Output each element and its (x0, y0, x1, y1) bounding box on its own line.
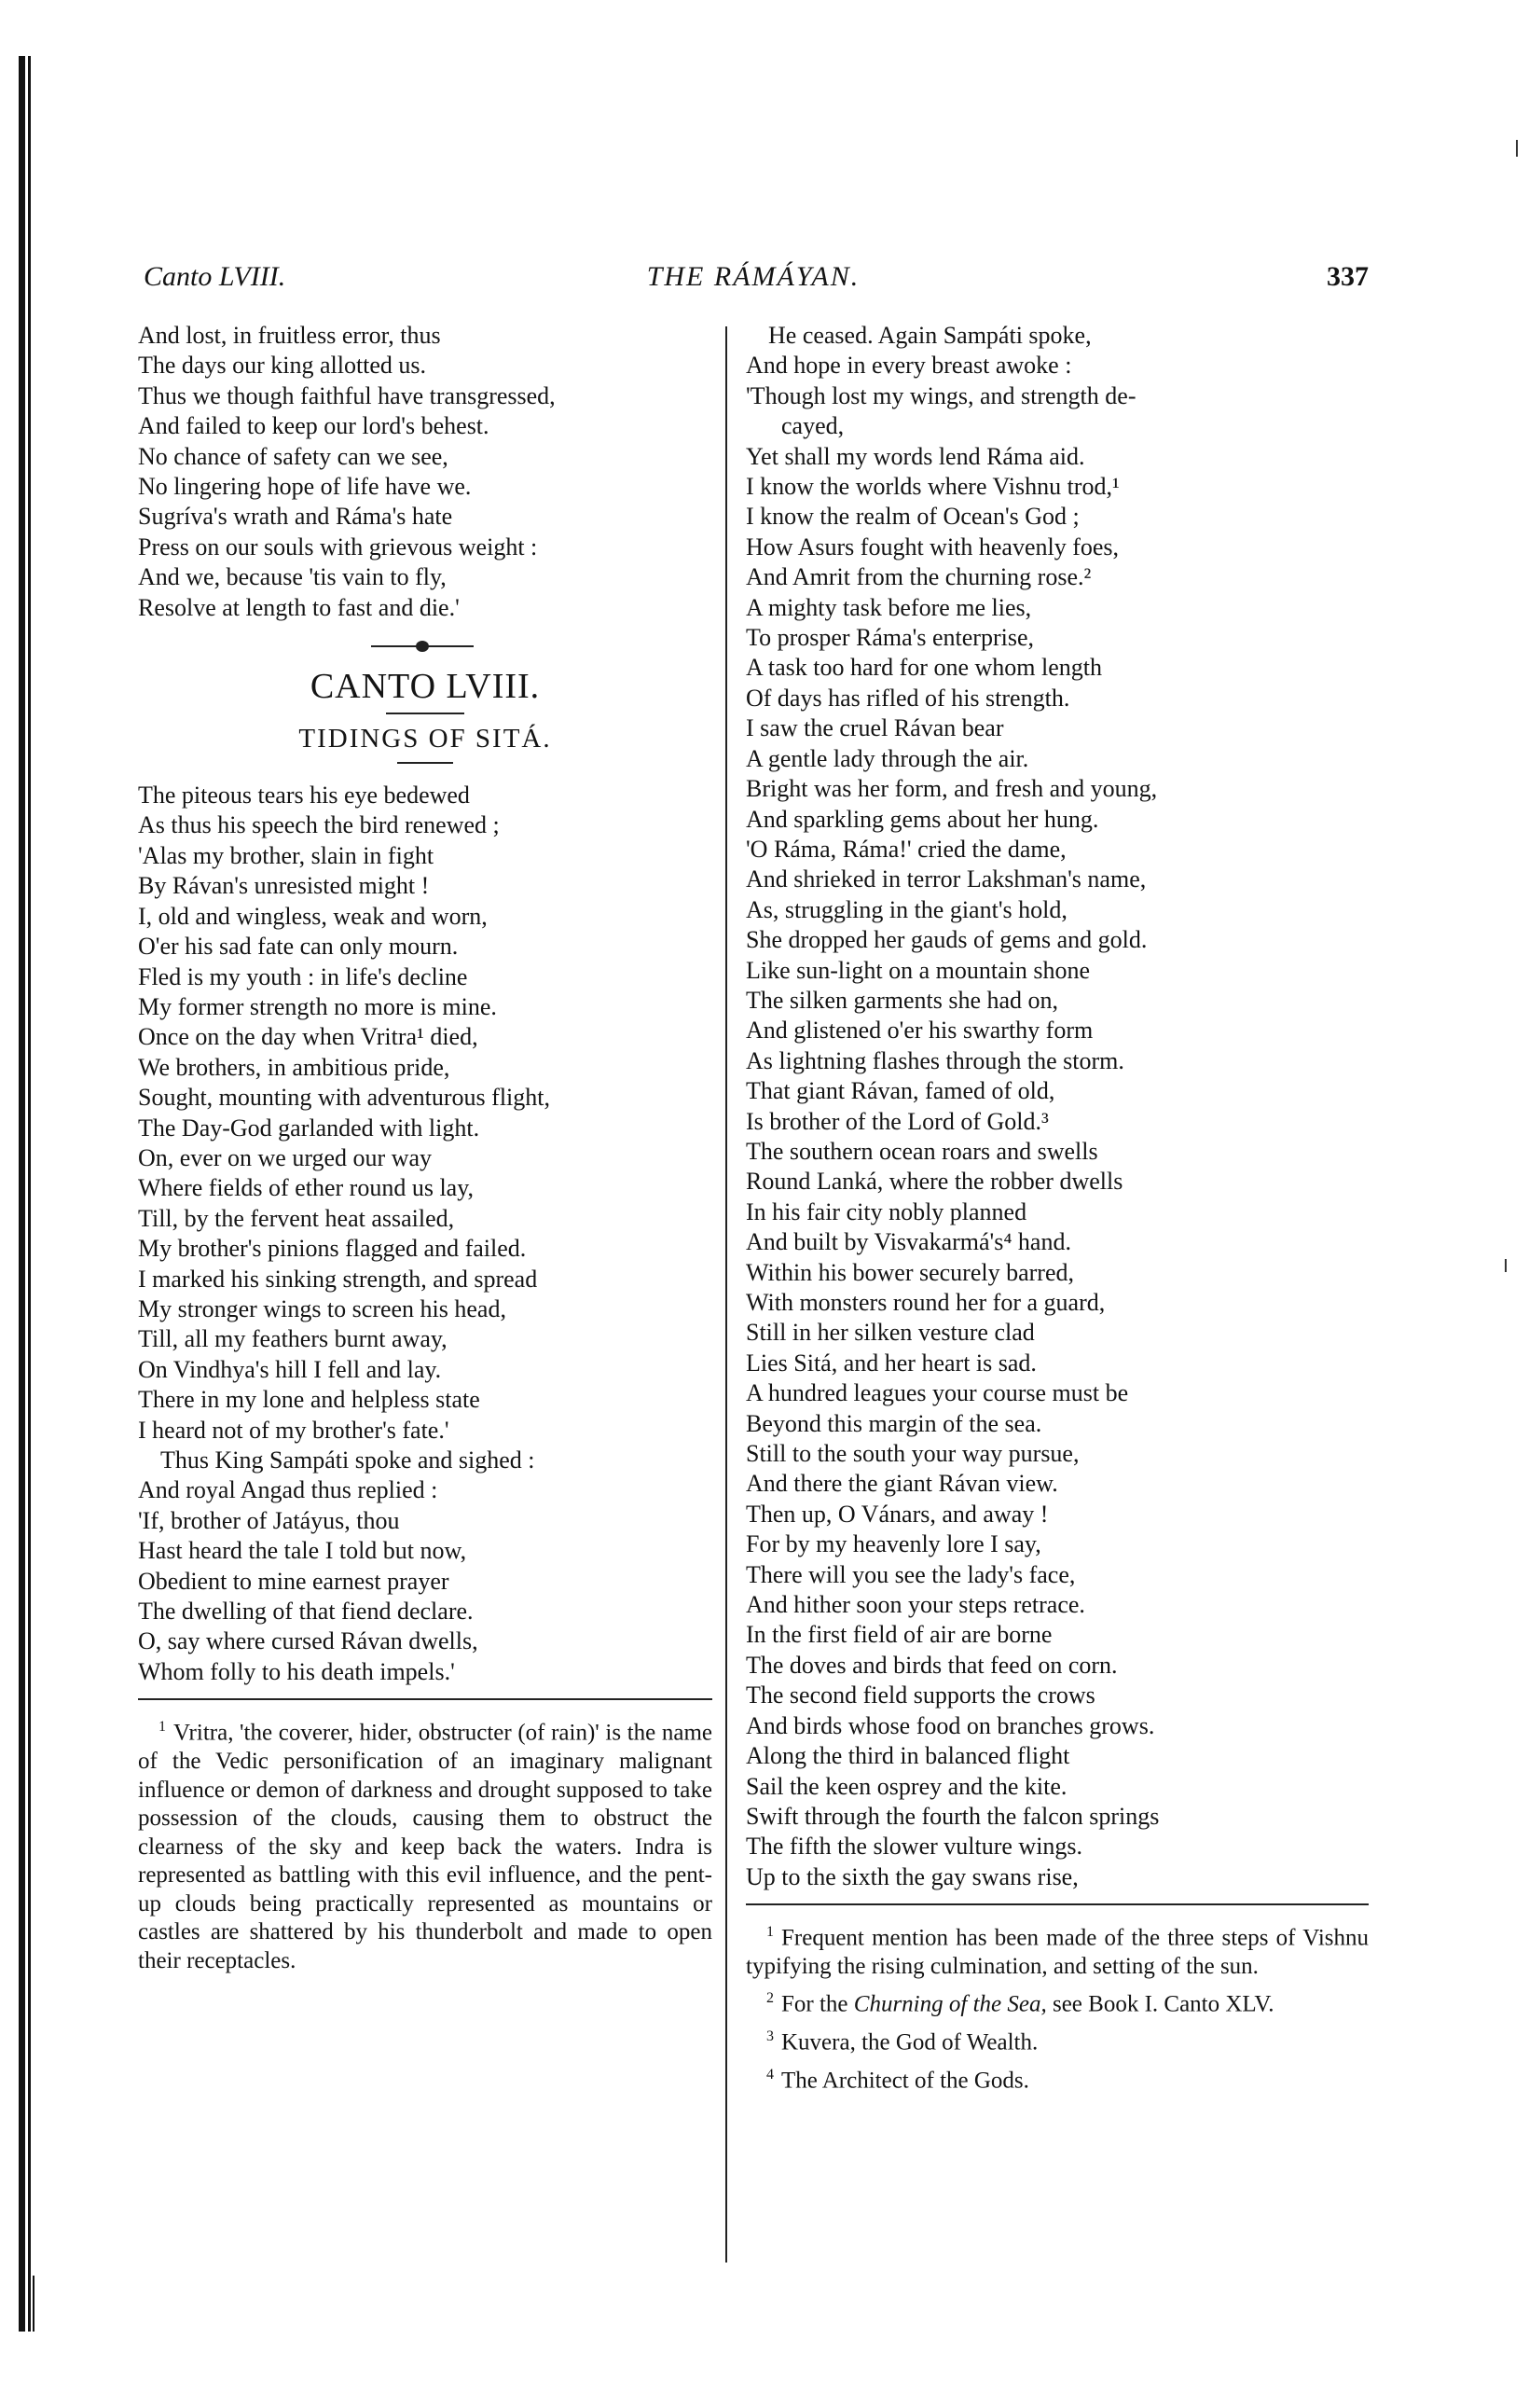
verse-line: A hundred leagues your course must be (746, 1379, 1129, 1407)
verse-line: A task too hard for one whom length (746, 654, 1102, 682)
footnote-cited-title: Churning of the Sea, (853, 1991, 1047, 2017)
verse-line: The days our king allotted us. (138, 352, 427, 380)
page-number: 337 (1327, 261, 1369, 292)
footnote-text: The Architect of the Gods. (781, 2068, 1029, 2094)
footnote-text: Frequent mention has been made of the three steps of Vishnu typifying the rising culmination, and setting of the sun. (746, 1925, 1369, 1979)
footnote (746, 2061, 1369, 2096)
verse-line: How Asurs fought with heavenly foes, (746, 533, 1120, 560)
footnote-rule (746, 1903, 1369, 1905)
footnote-rule (138, 1698, 712, 1700)
verse-line: Sail the keen osprey and the kite. (746, 1772, 1068, 1800)
verse-line: By Rávan's unresisted might ! (138, 872, 430, 900)
verse-line: Press on our souls with grievous weight : (138, 533, 538, 560)
verse-line: And hither soon your steps retrace. (746, 1591, 1085, 1619)
verse-line: There in my lone and helpless state (138, 1386, 480, 1414)
verse-line: My stronger wings to screen his head, (138, 1294, 506, 1322)
verse-line: Hast heard the tale I told but now, (138, 1537, 467, 1565)
verse-line: Of days has rifled of his strength. (746, 684, 1070, 712)
verse-line: Like sun-light on a mountain shone (746, 956, 1091, 984)
running-head (138, 252, 1369, 293)
book-spine-edge (19, 56, 35, 2332)
verse-line: As, struggling in the giant's hold, (746, 895, 1068, 923)
verse-line: And failed to keep our lord's behest. (138, 412, 489, 440)
footnote-text: Vritra, 'the coverer, hider, obstructer (of rain)' is the name of the Vedic personification of an imaginary malignant influence or demon of darkness and drought supposed to take possession of the clouds, causing them to obstruct the clearness of the sky and keep back the waters. Indra is represented as battling with this evil influence, and the pent-up clouds being practically represented as mountains or castles are shattered by his thunderbolt and made to open their receptacles. (138, 1720, 712, 1973)
verse-line: Sugríva's wrath and Ráma's hate (138, 503, 453, 531)
verse-line: Still in her silken vesture clad (746, 1319, 1035, 1347)
verse-line: Thus we though faithful have transgressed, (138, 381, 556, 409)
verse-line: A gentle lady through the air. (746, 744, 1029, 772)
verse-line: The Day-God garlanded with light. (138, 1114, 480, 1142)
verse-line: Still to the south your way pursue, (746, 1440, 1080, 1468)
verse-line: Is brother of the Lord of Gold.³ (746, 1107, 1049, 1135)
verse-line: Beyond this margin of the sea. (746, 1409, 1042, 1437)
verse-line: 'If, brother of Jatáyus, thou (138, 1506, 400, 1534)
verse-line: Thus King Sampáti spoke and sighed : (160, 1446, 535, 1474)
verse-top (138, 321, 712, 623)
canto-subtitle: TIDINGS OF SITÁ. (298, 724, 552, 754)
footnote-mark: 1 (158, 1719, 166, 1736)
canto-title: CANTO LVIII. (310, 667, 541, 707)
verse-line: I, old and wingless, weak and worn, (138, 902, 488, 930)
scan-mark (1505, 1259, 1507, 1272)
footnote-mark: 3 (766, 2028, 774, 2045)
verse-line: And Amrit from the churning rose.² (746, 563, 1092, 591)
section-ornament (138, 632, 712, 660)
verse-line: And there the giant Rávan view. (746, 1470, 1058, 1498)
verse-line: And shrieked in terror Lakshman's name, (746, 865, 1147, 893)
verse-line: Till, all my feathers burnt away, (138, 1325, 448, 1353)
left-column (138, 321, 712, 1979)
verse-line: Till, by the fervent heat assailed, (138, 1204, 455, 1232)
verse-line: There will you see the lady's face, (746, 1560, 1076, 1588)
verse-line: cayed, (781, 412, 845, 440)
verse-line: The silken garments she had on, (746, 986, 1059, 1014)
verse-line: I know the realm of Ocean's God ; (746, 503, 1080, 531)
verse-line: The piteous tears his eye bedewed (138, 782, 470, 810)
verse-line: Within his bower securely barred, (746, 1258, 1075, 1286)
verse-line: Swift through the fourth the falcon springs (746, 1802, 1160, 1830)
verse-line: As thus his speech the bird renewed ; (138, 811, 500, 839)
verse-line: Where fields of ether round us lay, (138, 1174, 475, 1202)
footnote (138, 1713, 712, 1975)
footnote-text: Kuvera, the God of Wealth. (781, 2029, 1039, 2055)
right-column (746, 321, 1369, 2099)
verse-line: And glistened o'er his swarthy form (746, 1017, 1094, 1045)
title-rule (386, 713, 464, 714)
verse-line: With monsters round her for a guard, (746, 1289, 1106, 1316)
verse-line: Then up, O Vánars, and away ! (746, 1500, 1049, 1528)
footnote-text-post: see Book I. Canto XLV. (1046, 1991, 1274, 2017)
verse-line: The doves and birds that feed on corn. (746, 1651, 1118, 1679)
verse-line: On, ever on we urged our way (138, 1143, 433, 1171)
verse-line: O, say where cursed Rávan dwells, (138, 1627, 478, 1655)
verse-line: That giant Rávan, famed of old, (746, 1077, 1055, 1105)
verse-line: And hope in every breast awoke : (746, 352, 1072, 380)
verse-line: The fifth the slower vulture wings. (746, 1833, 1083, 1861)
verse-line: The dwelling of that fiend declare. (138, 1598, 474, 1626)
subtitle-rule (397, 762, 453, 764)
verse-line: Lies Sitá, and her heart is sad. (746, 1349, 1037, 1377)
verse-line: And royal Angad thus replied : (138, 1476, 438, 1504)
verse-line: My brother's pinions flagged and failed. (138, 1235, 527, 1263)
verse-line: No lingering hope of life have we. (138, 473, 472, 501)
verse-line: We brothers, in ambitious pride, (138, 1053, 450, 1081)
verse-line: Along the third in balanced flight (746, 1742, 1070, 1770)
verse-line: Whom folly to his death impels.' (138, 1657, 455, 1685)
verse-line: And built by Visvakarmá's⁴ hand. (746, 1228, 1071, 1256)
verse-line: Sought, mounting with adventurous flight, (138, 1084, 550, 1112)
verse-line: Yet shall my words lend Ráma aid. (746, 442, 1085, 470)
verse-line: Resolve at length to fast and die.' (138, 593, 460, 621)
verse-line: The southern ocean roars and swells (746, 1137, 1098, 1165)
verse-line: Fled is my youth : in life's decline (138, 962, 468, 990)
verse-line: As lightning flashes through the storm. (746, 1046, 1124, 1074)
verse-line: I heard not of my brother's fate.' (138, 1416, 449, 1444)
footnote (746, 1985, 1369, 2019)
verse-line: 'Alas my brother, slain in fight (138, 841, 434, 869)
footnote-mark: 1 (766, 1924, 774, 1941)
book-page (138, 252, 1369, 2322)
verse-line: On Vindhya's hill I fell and lay. (138, 1355, 442, 1383)
verse-line: For by my heavenly lore I say, (746, 1530, 1041, 1558)
verse-line: My former strength no more is mine. (138, 992, 497, 1020)
verse-line: And lost, in fruitless error, thus (138, 322, 441, 349)
verse-line: O'er his sad fate can only mourn. (138, 933, 459, 961)
footnote-mark: 2 (766, 1990, 774, 2007)
scan-mark (1516, 140, 1518, 157)
verse-line: And sparkling gems about her hung. (746, 805, 1099, 833)
verse-line: No chance of safety can we see, (138, 442, 448, 470)
column-divider (725, 326, 727, 2263)
verse-line: And we, because 'tis vain to fly, (138, 563, 447, 591)
verse-line: 'Though lost my wings, and strength de- (746, 381, 1136, 409)
verse-line: I saw the cruel Rávan bear (746, 714, 1004, 742)
verse-line: He ceased. Again Sampáti spoke, (768, 322, 1092, 349)
footnote-text-pre: For the (781, 1991, 854, 2017)
verse-line: Bright was her form, and fresh and young, (746, 775, 1158, 803)
verse-line: 'O Ráma, Ráma!' cried the dame, (746, 835, 1067, 863)
footnote (746, 2023, 1369, 2057)
footnote (746, 1918, 1369, 1981)
verse-line: I marked his sinking strength, and spread (138, 1265, 538, 1293)
verse-line: The second field supports the crows (746, 1681, 1095, 1709)
verse-line: Up to the sixth the gay swans rise, (746, 1862, 1079, 1890)
verse-line: She dropped her gauds of gems and gold. (746, 926, 1148, 954)
verse-line: Obedient to mine earnest prayer (138, 1567, 449, 1595)
verse-line: Round Lanká, where the robber dwells (746, 1168, 1123, 1196)
verse-line: Once on the day when Vritra¹ died, (138, 1023, 478, 1051)
verse-line: I know the worlds where Vishnu trod,¹ (746, 473, 1120, 501)
running-head-canto: Canto LVIII. (144, 261, 286, 292)
verse-line: In the first field of air are borne (746, 1621, 1053, 1649)
footnote-mark: 4 (766, 2067, 774, 2083)
running-head-title: THE RÁMÁYAN. (646, 261, 861, 292)
verse-main (138, 781, 712, 1687)
verse-line: And birds whose food on branches grows. (746, 1711, 1155, 1739)
verse-line: A mighty task before me lies, (746, 593, 1032, 621)
verse-line: In his fair city nobly planned (746, 1197, 1027, 1225)
verse-line: To prosper Ráma's enterprise, (746, 624, 1034, 652)
verse-right (746, 321, 1369, 1892)
